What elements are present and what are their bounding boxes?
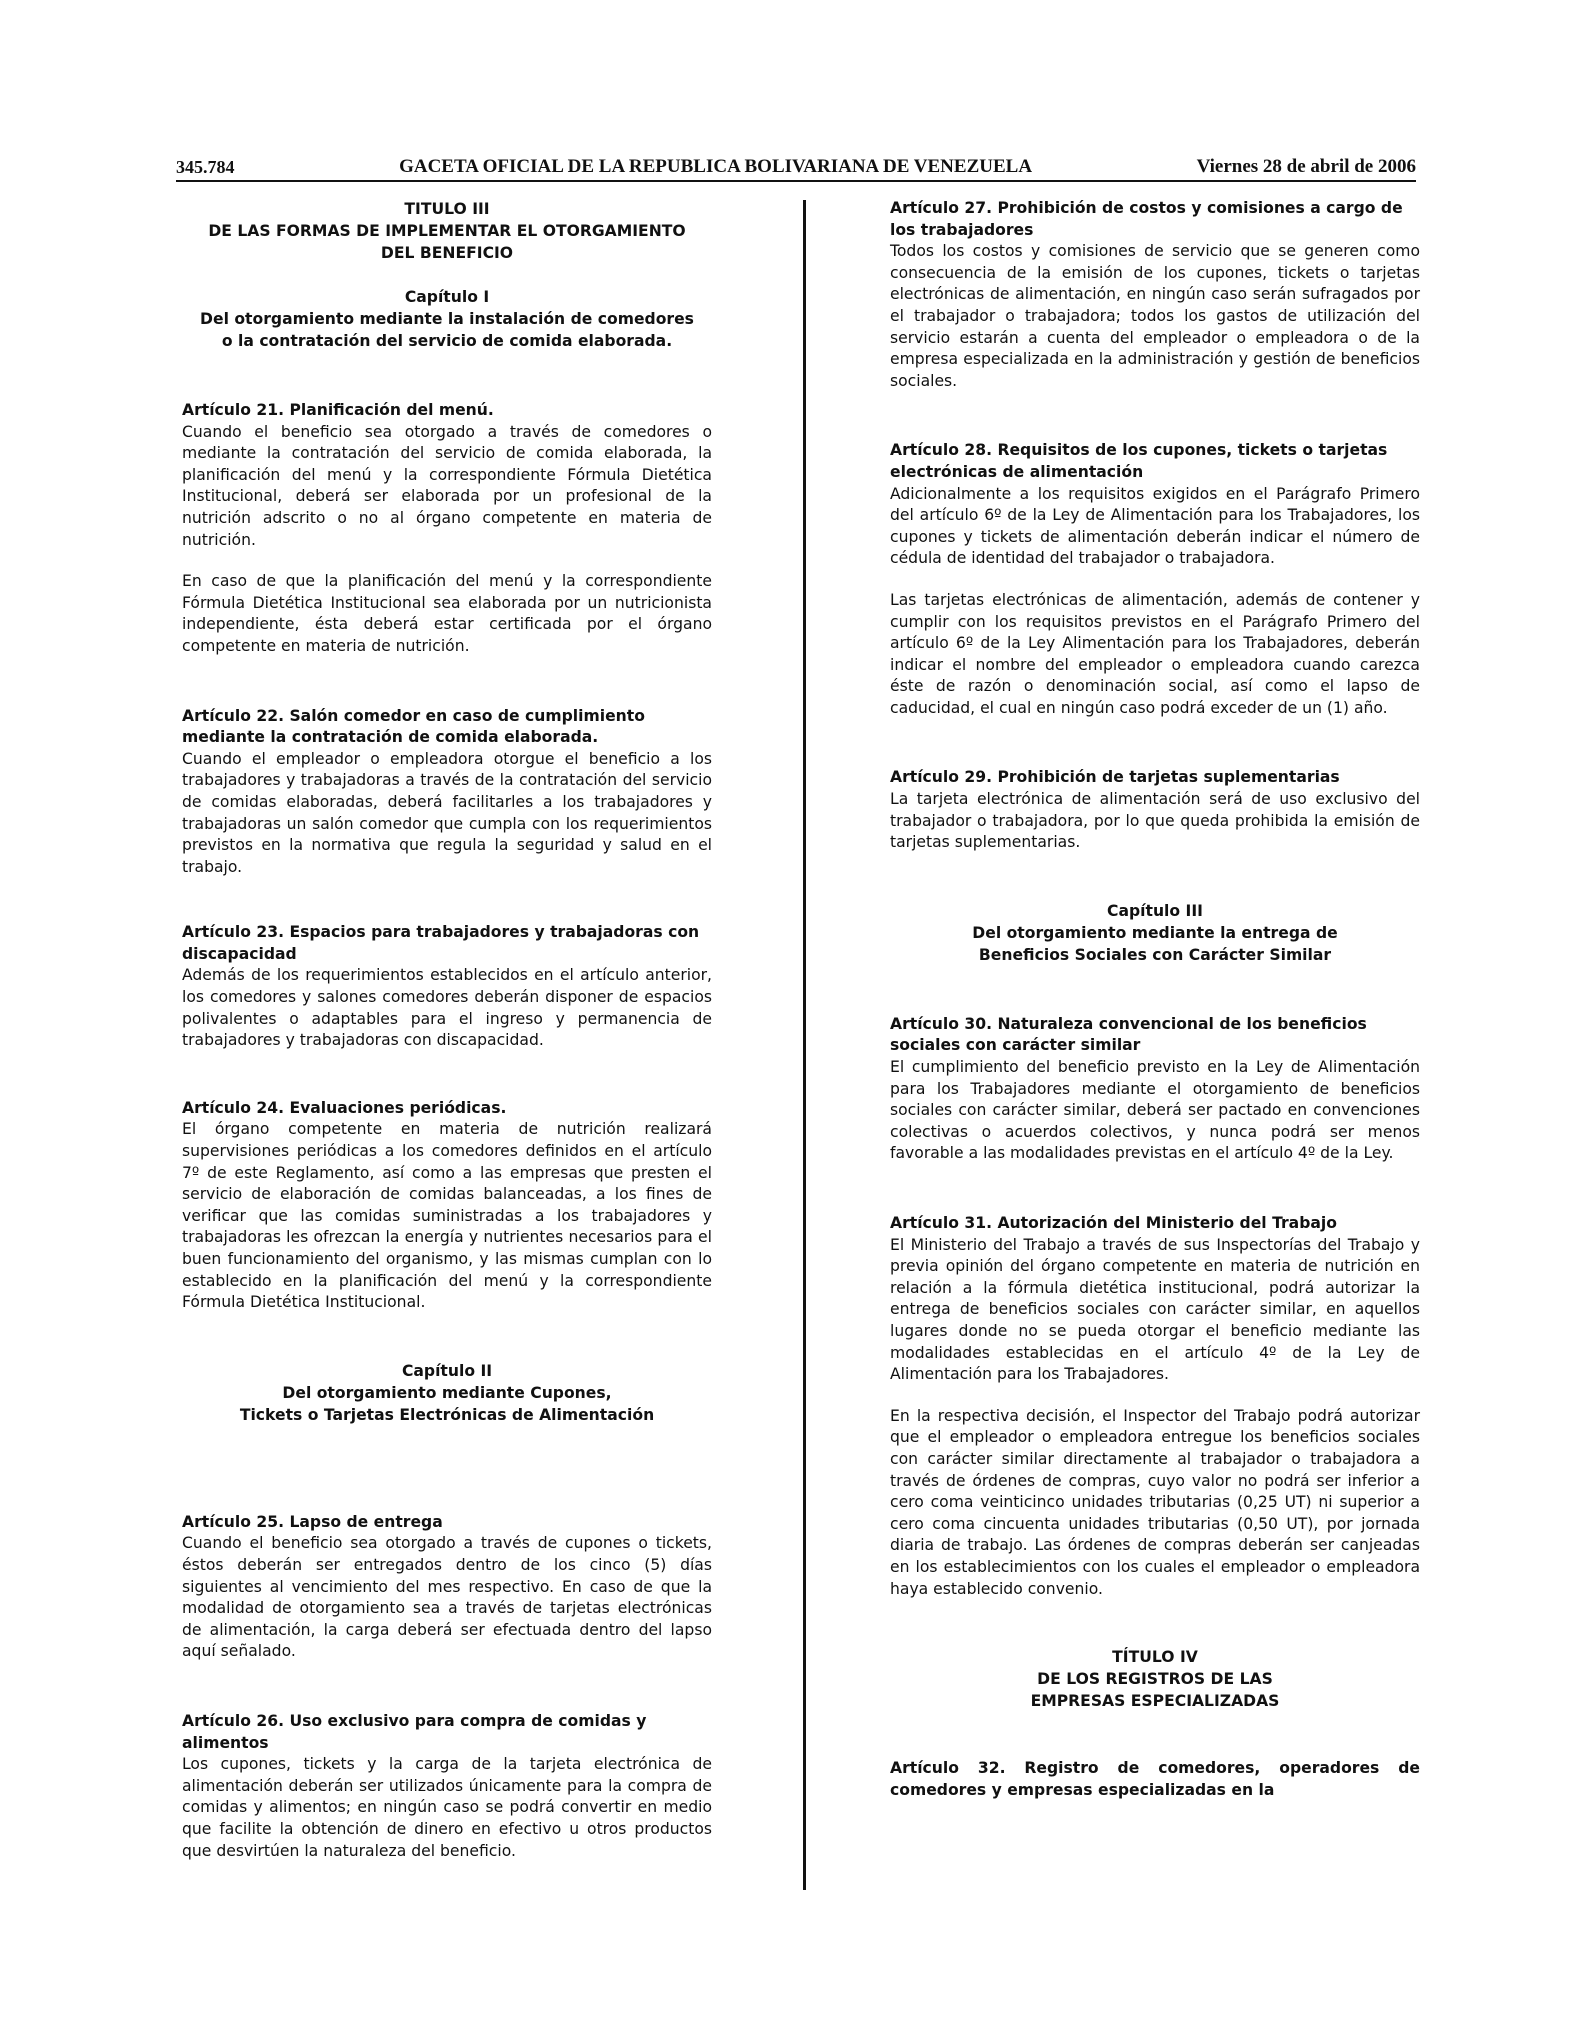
capitulo-label: Capítulo III (1107, 901, 1203, 920)
article-paragraph: Cuando el beneficio sea otorgado a través de comedores o mediante la contratación del servicio de comida elaborada, la planificación del menú y la correspondiente Fórmula Dietética Institucional, deberá ser elaborada por un profesional de la nutrición adscrito o no al órgano competente en materia de nutrición. (182, 422, 712, 549)
article-paragraph: En la respectiva decisión, el Inspector del Trabajo podrá autorizar que el empleador o empleadora entregue los beneficios sociales con carácter similar directamente al trabajador o trabajadora a través de órdenes de compras, cuyo valor no podrá ser inferior a cero coma veinticinco unidades tributarias (0,25 UT) ni superior a cero coma cincuenta unidades tributarias (0,50 UT), por jornada diaria de trabajo. Las órdenes de compras deberán ser canjeadas en los establecimientos con los cuales el empleador o empleadora haya establecido convenio. (890, 1406, 1420, 1598)
article-title: Artículo 26. Uso exclusivo para compra de comidas y alimentos (182, 1711, 647, 1752)
capitulo-iii-heading (890, 900, 1420, 966)
article-title: Artículo 31. Autorización del Ministerio del Trabajo (890, 1214, 1337, 1232)
titulo-label: TÍTULO IV (1112, 1648, 1198, 1667)
titulo-iv-heading (890, 1646, 1420, 1712)
article-paragraph: La tarjeta electrónica de alimentación será de uso exclusivo del trabajador o trabajadora, por lo que queda prohibida la emisión de tarjetas suplementarias. (890, 790, 1420, 852)
article-title: Artículo 28. Requisitos de los cupones, tickets o tarjetas electrónicas de alimentación (890, 441, 1388, 481)
article-paragraph: En caso de que la planificación del menú y la correspondiente Fórmula Dietética Institucional sea elaborada por un nutricionista independiente, ésta deberá estar certificada por el órgano competente en materia de nutrición. (182, 572, 712, 655)
capitulo-line: Del otorgamiento mediante Cupones, (282, 1383, 612, 1402)
article-30 (890, 1014, 1420, 1165)
publication-date: Viernes 28 de abril de 2006 (1196, 156, 1416, 177)
column-divider (803, 200, 806, 1890)
article-title: Artículo 32. Registro de comedores, operadores de comedores y empresas especializadas en la (890, 1759, 1420, 1799)
article-title: Artículo 24. Evaluaciones periódicas. (182, 1098, 507, 1117)
article-title: Artículo 23. Espacios para trabajadores y trabajadoras con discapacidad (182, 923, 700, 963)
right-column (890, 198, 1420, 1801)
article-32 (890, 1758, 1420, 1801)
article-title: Artículo 29. Prohibición de tarjetas suplementarias (890, 768, 1340, 787)
capitulo-line: Tickets o Tarjetas Electrónicas de Alimentación (239, 1405, 655, 1424)
article-31 (890, 1213, 1420, 1600)
capitulo-line: Del otorgamiento mediante la entrega de (972, 923, 1338, 942)
article-26 (182, 1711, 712, 1862)
titulo-line: EMPRESAS ESPECIALIZADAS (1030, 1692, 1280, 1711)
article-27 (890, 198, 1420, 392)
article-paragraph: Todos los costos y comisiones de servicio que se generen como consecuencia de la emisión de los cupones, tickets o tarjetas electrónicas de alimentación, en ningún caso serán sufragados por el trabajador o trabajadora; todos los gastos de utilización del servicio estarán a cuenta del empleador o empleadora o de la empresa especializada en la administración y gestión de beneficios sociales. (890, 242, 1420, 390)
article-paragraph: Los cupones, tickets y la carga de la tarjeta electrónica de alimentación deberán ser utilizados únicamente para la compra de comidas y alimentos; en ningún caso se podrá convertir en medio que facilite la obtención de dinero en efectivo u otros productos que desvirtúen la naturaleza del beneficio. (182, 1755, 712, 1860)
article-title: Artículo 22. Salón comedor en caso de cumplimiento mediante la contratación de comida elaborada. (182, 706, 645, 747)
capitulo-label: Capítulo I (404, 288, 490, 306)
article-25 (182, 1512, 712, 1663)
article-23 (182, 922, 712, 1052)
titulo-label: TITULO III (404, 200, 490, 218)
titulo-line: DE LAS FORMAS DE IMPLEMENTAR EL OTORGAMIENTO (208, 222, 686, 240)
article-22 (182, 706, 712, 879)
titulo-iii-heading (182, 198, 712, 264)
article-title: Artículo 27. Prohibición de costos y comisiones a cargo de los trabajadores (890, 199, 1403, 239)
left-column (182, 198, 712, 1862)
publication-title: GACETA OFICIAL DE LA REPUBLICA BOLIVARIANA DE VENEZUELA (399, 156, 1033, 177)
article-paragraph: El Ministerio del Trabajo a través de sus Inspectorías del Trabajo y previa opinión del órgano competente en materia de nutrición en relación a la fórmula dietética institucional, podrá autorizar la entrega de beneficios sociales con carácter similar, en aquellos lugares donde no se pueda otorgar el beneficio mediante las modalidades establecidas en el artículo 4º de la Ley de Alimentación para los Trabajadores. (890, 1235, 1420, 1384)
capitulo-i-heading (182, 286, 712, 352)
capitulo-label: Capítulo II (401, 1361, 493, 1380)
titulo-line: DE LOS REGISTROS DE LAS (1037, 1670, 1273, 1689)
capitulo-line: Beneficios Sociales con Carácter Similar (978, 945, 1332, 964)
capitulo-line: o la contratación del servicio de comida elaborada. (221, 332, 673, 350)
titulo-line: DEL BENEFICIO (380, 244, 514, 262)
article-title: Artículo 25. Lapso de entrega (182, 1512, 443, 1531)
page-header (176, 156, 1416, 182)
article-paragraph: Adicionalmente a los requisitos exigidos en el Parágrafo Primero del artículo 6º de la Ley de Alimentación para los Trabajadores, los cupones y tickets de alimentación deberán indicar el número de cédula de identidad del trabajador o trabajadora. (890, 484, 1420, 568)
article-paragraph: Cuando el empleador o empleadora otorgue el beneficio a los trabajadores y trabajadoras a través de la contratación del servicio de comidas elaboradas, deberá facilitarles a los trabajadores y trabajadoras un salón comedor que cumpla con los requerimientos previstos en la normativa que regula la seguridad y salud en el trabajo. (182, 749, 712, 876)
article-paragraph: Cuando el beneficio sea otorgado a través de cupones o tickets, éstos deberán ser entregados dentro de los cinco (5) días siguientes al vencimiento del mes respectivo. En caso de que la modalidad de otorgamiento sea a través de tarjetas electrónicas de alimentación, la carga deberá ser efectuada dentro del lapso aquí señalado. (182, 1534, 712, 1661)
capitulo-line: Del otorgamiento mediante la instalación de comedores (200, 310, 694, 328)
article-21 (182, 400, 712, 658)
article-28 (890, 440, 1420, 719)
capitulo-ii-heading (182, 1360, 712, 1426)
article-paragraph: Las tarjetas electrónicas de alimentación, además de contener y cumplir con los requisitos previstos en el Parágrafo Primero del artículo 6º de la Ley Alimentación para los Trabajadores, deberán indicar el nombre del empleador o empleadora cuando carezca éste de razón o denominación social, así como el lapso de caducidad, el cual en ningún caso podrá exceder de un (1) año. (890, 590, 1420, 717)
article-title: Artículo 21. Planificación del menú. (182, 401, 494, 419)
article-title: Artículo 30. Naturaleza convencional de los beneficios sociales con carácter similar (890, 1014, 1367, 1055)
article-paragraph: El cumplimiento del beneficio previsto en la Ley de Alimentación para los Trabajadores mediante el otorgamiento de beneficios sociales con carácter similar, deberá ser pactado en convenciones colectivas o acuerdos colectivos, y nunca podrá ser menos favorable a las modalidades previstas en el artículo 4º de la Ley. (890, 1058, 1420, 1163)
article-paragraph: Además de los requerimientos establecidos en el artículo anterior, los comedores y salones comedores deberán disponer de espacios polivalentes o adaptables para el ingreso y permanencia de trabajadores y trabajadoras con discapacidad. (182, 966, 712, 1050)
article-paragraph: El órgano competente en materia de nutrición realizará supervisiones periódicas a los comedores definidos en el artículo 7º de este Reglamento, así como a las empresas que presten el servicio de elaboración de comidas balanceadas, a los fines de verificar que las comidas suministradas a los trabajadores y trabajadoras les ofrezcan la energía y nutrientes necesarios para el buen funcionamiento del organismo, y las mismas cumplan con lo establecido en la planificación del menú y la correspondiente Fórmula Dietética Institucional. (182, 1120, 712, 1312)
page-number: 345.784 (176, 157, 235, 177)
article-29 (890, 767, 1420, 853)
article-24 (182, 1098, 712, 1314)
